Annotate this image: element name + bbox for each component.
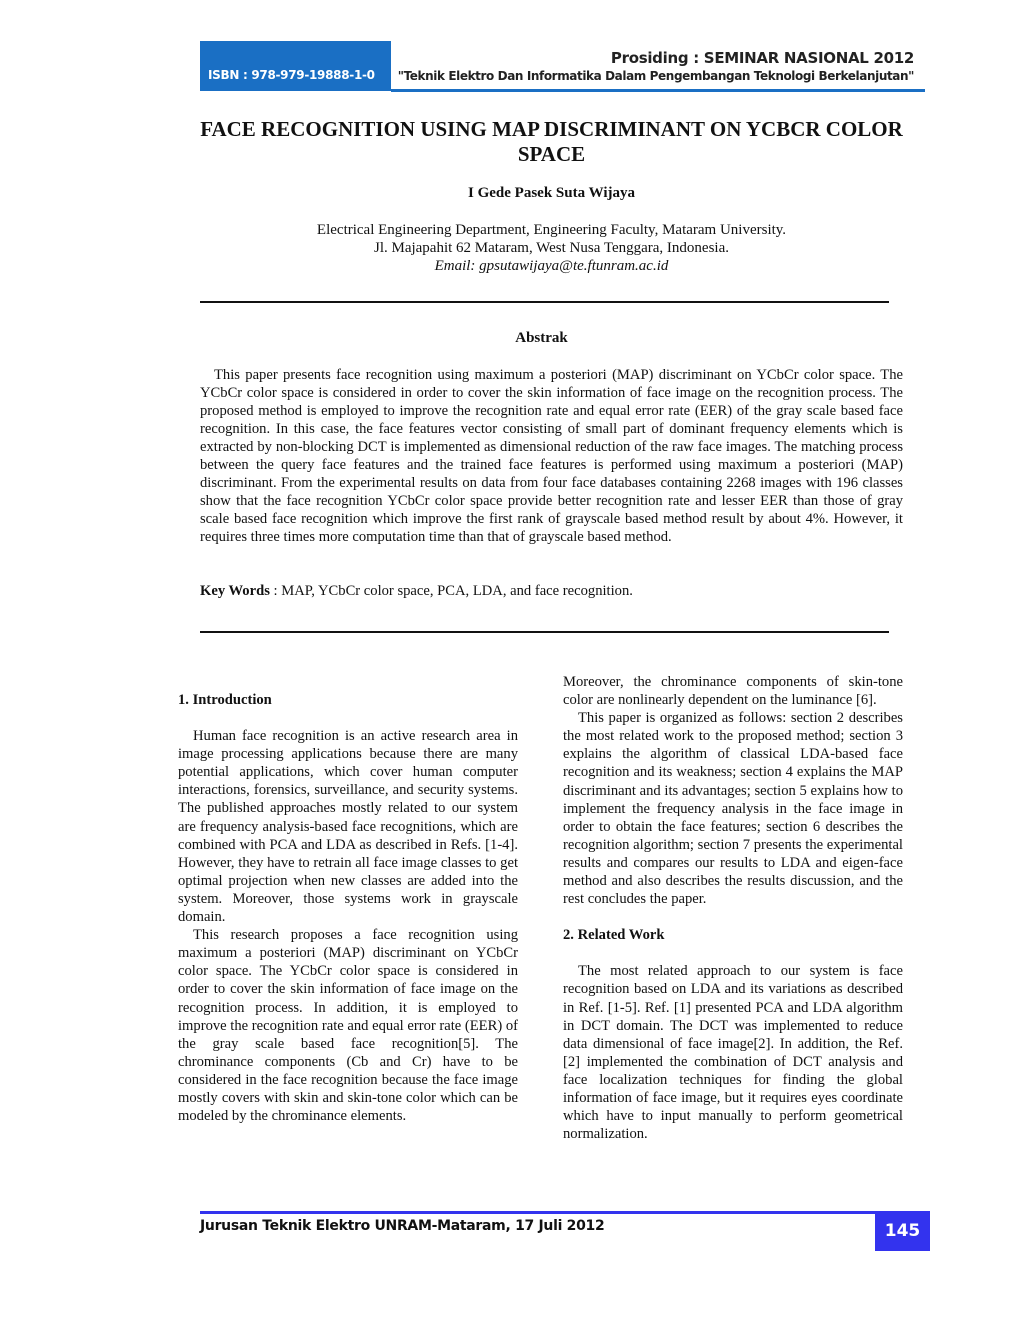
right-column (563, 673, 903, 1143)
keywords-label: Key Words (200, 583, 270, 599)
divider-top (200, 301, 889, 303)
page-number: 145 (875, 1211, 930, 1251)
keywords (200, 583, 633, 600)
footer-rule (200, 1211, 875, 1214)
left-column (178, 691, 518, 1125)
divider-bottom (200, 631, 889, 633)
abstract-text: This paper presents face recognition using maximum a posteriori (MAP) discriminant on YCbCr color space. The YCbCr color space is considered in order to cover the skin information of face image on the recognition process. The proposed method is employed to improve the recognition rate and equal error rate (EER) of the gray scale based face recognition. In this case, the face features vector consisting of small part of dominant frequency elements which is extracted by non-blocking DCT is implemented as dimensional reduction of the raw face images. The matching process between the query face features and the trained face features is performed using maximum a posteriori (MAP) discriminant. From the experimental results on data from four face databases containing 2268 images with 196 classes show that the face recognition YCbCr color space provide better recognition rate and lesser EER than those of gray scale based face recognition which improve the first rank of grayscale based method result by about 4%. However, it requires three times more computation time than that of grayscale based method. (200, 367, 903, 545)
address-line: Jl. Majapahit 62 Mataram, West Nusa Tenggara, Indonesia. (373, 240, 729, 256)
isbn: ISBN : 978-979-19888-1-0 (208, 68, 375, 82)
paragraph: Moreover, the chrominance components of skin-tone color are nonlinearly dependent on the luminance [6]. (563, 674, 903, 709)
proceedings-title: Prosiding : SEMINAR NASIONAL 2012 (610, 49, 914, 67)
seminar-theme: "Teknik Elektro Dan Informatika Dalam Pengembangan Teknologi Berkelanjutan" (397, 69, 914, 83)
header-isbn-box (200, 41, 391, 91)
paper-title: FACE RECOGNITION USING MAP DISCRIMINANT ON YCBCR COLOR SPACE (200, 117, 903, 166)
header-rule (391, 89, 925, 92)
footer-text: Jurusan Teknik Elektro UNRAM-Mataram, 17 Juli 2012 (200, 1218, 605, 1234)
author: I Gede Pasek Suta Wijaya (468, 185, 635, 201)
keywords-list: : MAP, YCbCr color space, PCA, LDA, and face recognition. (269, 583, 633, 599)
affiliation-line: Electrical Engineering Department, Engineering Faculty, Mataram University. (316, 222, 787, 238)
section-heading-related-work: 2. Related Work (563, 927, 665, 944)
email: Email: gpsutawijaya@te.ftunram.ac.id (434, 258, 669, 274)
abstract-heading: Abstrak (515, 330, 568, 346)
paragraph: Human face recognition is an active research area in image processing applications because there are many potential applications, which cover human computer interactions, forensics, surveillance, and security systems. The published approaches mostly related to our system are frequency analysis-based face recognitions, which are combined with PCA and LDA as described in Refs. [1-4]. However, they have to retrain all face image classes to get optimal projection when new classes are added into the system. Moreover, those systems work in grayscale domain. (178, 728, 518, 926)
section-heading-introduction: 1. Introduction (178, 692, 272, 708)
paragraph: This paper is organized as follows: section 2 describes the most related work to the proposed method; section 3 explains the algorithm of classical LDA-based face recognition and its weakness; section 4 explains the MAP discriminant and its advantages; section 5 explains how to implement the frequency analysis in the face image in order to obtain the face features; section 6 describes the recognition algorithm; section 7 presents the experimental results and compares our results to LDA and eigen-face method and also describes the results discussion, and the rest concludes the paper. (563, 710, 903, 908)
paragraph: The most related approach to our system is face recognition based on LDA and its variations as described in Ref. [1-5]. Ref. [1] presented PCA and LDA algorithm in DCT domain. The DCT was implemented to reduce data dimensional of face image[2]. In addition, the Ref. [2] implemented the combination of DCT analysis and face localization techniques for finding the global information of face image, but it requires eyes coordinate which have to input manually to perform geometrical normalization. (563, 963, 903, 1143)
paragraph: This research proposes a face recognition using maximum a posteriori (MAP) discriminant on YCbCr color space. The YCbCr color space is considered in order to cover the skin information of face image on the recognition process. In addition, it is employed to improve the recognition rate and equal error rate (EER) of the gray scale based face recognition[5]. The chrominance components (Cb and Cr) have to be considered in the face recognition because the face image mostly covers with skin and skin-tone color which can be modeled by the chrominance elements. (178, 927, 518, 1125)
affiliation (200, 221, 903, 275)
